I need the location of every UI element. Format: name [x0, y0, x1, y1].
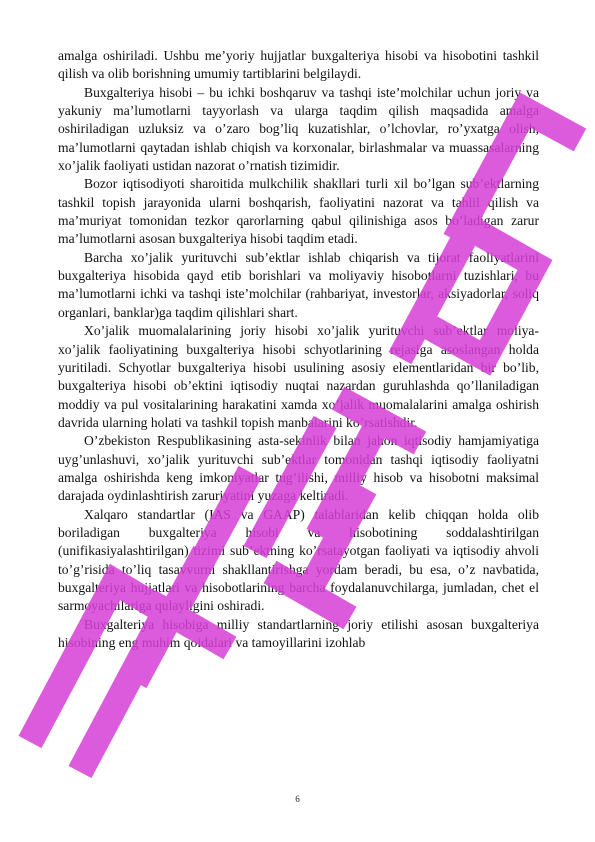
paragraph-5: Xo’jalik muomalalarining joriy hisobi xo’jalik yurituvchi sub’ektlar moliya-xo’jalik faoliyatining buxgalteriya hisobi schyotlarining rejasiga asoslangan holda yuritiladi. Schyotlar buxgalteriya hisobi usulining asosiy elementlaridan bir bo’lib, buxgalteriya hisobi ob’ektini iqtisodiy nuqtai nazardan guruhlashda qo’llaniladigan moddiy va pul vositalarining harakatini xamda xo’jalik muomalalarini amalga oshirish davrida ularning holati va tashkil topish manbalarini ko’rsatishdir. [58, 323, 539, 430]
document-body [58, 47, 539, 652]
paragraph-8: Buxgalteriya hisobiga milliy standartlarning joriy etilishi asosan buxgalteriya hisobining eng muhim qoidalari va tamoyillarini izohlab [58, 616, 539, 650]
paragraph-2: Buxgalteriya hisobi – bu ichki boshqaruv va tashqi iste’molchilar uchun joriy va yakuniy ma’lumotlarni tayyorlash va ularga taqdim qilish maqsadida amalga oshiriladigan uzluksiz va o’zaro bog’liq kuzatishlar, o’lchovlar, ro’yxatga olish, ma’lumotlarni qaytadan ishlab chiqish va korxonalar, birlashmalar va muassasalarning xo’jalik faoliyati ustidan nazorat o’rnatish tizimidir. [58, 84, 539, 174]
page-number: 6 [295, 794, 300, 804]
paragraph-6: O’zbekiston Respublikasining asta-sekinlik bilan jahon iqtisodiy hamjamiyatiga uyg’unlashuvi, xo’jalik yurituvchi sub’ektlar tomonidan tashqi iqtisodiy faoliyatni amalga oshirishda keng imkoniyatlar tug’ilishi, milliy hisob va hisobotni maksimal darajada oydinlashtirish zaruriyatini yuzaga keltiradi. [58, 433, 539, 504]
paragraph-7: Xalqaro standartlar (IAS va GAAP) talablaridan kelib chiqqan holda olib boriladigan buxgalteriya hisobi va hisobotining soddalashtirilgan (unifikasiyalashtirilgan) tizimi sub’ektning ko’rsatayotgan faoliyati va iqtisodiy ahvoli to’g’risida to’liq tasavvurni shakllantirishga yordam beradi, bu esa, o’z navbatida, buxgalteriya hujjatlari va hisobotlarining barcha foydalanuvchilarga, jumladan, chet el sarmoyachilariga qulayligini oshiradi. [58, 506, 539, 614]
paragraph-3: Bozor iqtisodiyoti sharoitida mulkchilik shakllari turli xil bo’lgan sub’ektlarning tashkil topish jarayonida ularni boshqarish, faoliyatini nazorat va tahlil qilish va ma’muriyat tomonidan tezkor qarorlarning qabul qilinishiga asos bo’ladigan zarur ma’lumotlarni asosan buxgalteriya hisobi taqdim etadi. [58, 176, 539, 247]
paragraph-4: Barcha xo’jalik yurituvchi sub’ektlar ishlab chiqarish va tijorat faoliyatlarini buxgalteriya hisobida qayd etib borishlari va moliyaviy hisobotlarni tuzishlari, bu ma’lumotlarni ichki va tashqi iste’molchilar (rahbariyat, investorlar, aksiyadorlar, soliq organlari, banklar)ga taqdim qilishlari shart. [58, 249, 539, 320]
paragraph-1: amalga oshiriladi. Ushbu me’yoriy hujjatlar buxgalteriya hisobi va hisobotini tashkil qilish va olib borishning umumiy tartiblarini belgilaydi. [58, 48, 539, 82]
